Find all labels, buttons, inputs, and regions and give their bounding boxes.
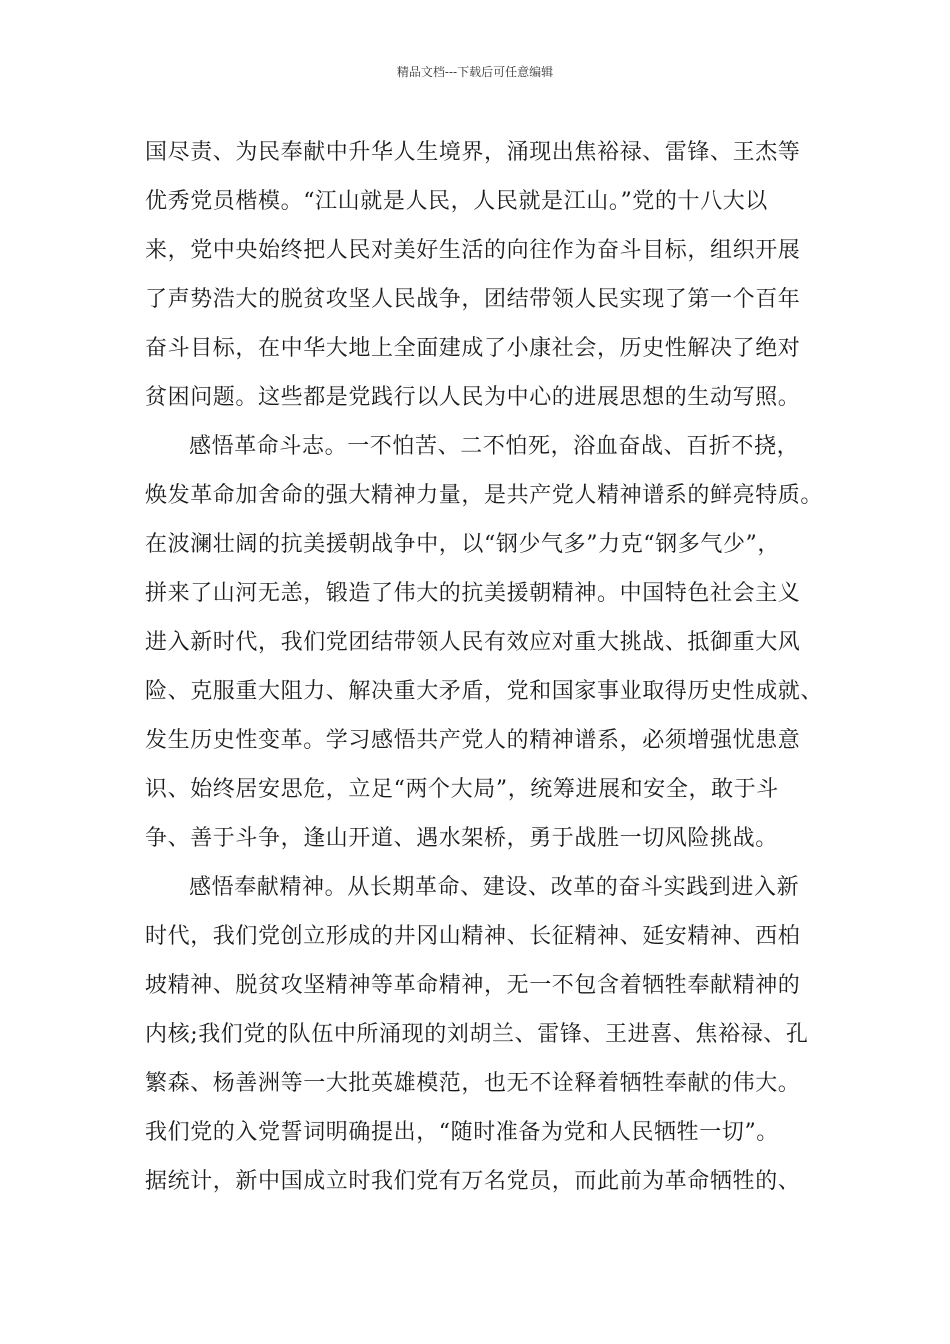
text-line: 发生历史性变革。学习感悟共产党人的精神谱系，必须增强忧患意 [145,728,801,753]
text-line: 坡精神、脱贫攻坚精神等革命精神，无一不包含着牺牲奉献精神的 [145,973,801,998]
text-line: 国尽责、为民奉献中升华人生境界，涌现出焦裕禄、雷锋、王杰等 [145,140,801,165]
text-line: 识、始终居安思危，立足“两个大局”，统筹进展和安全，敢于斗 [145,777,779,802]
text-line: 来，党中央始终把人民对美好生活的向往作为奋斗目标，组织开展 [145,238,801,263]
text-line: 险、克服重大阻力、解决重大矛盾，党和国家事业取得历史性成就、 [145,679,824,704]
text-line: 贫困问题。这些都是党践行以人民为中心的进展思想的生动写照。 [145,385,801,410]
text-line: 进入新时代，我们党团结带领人民有效应对重大挑战、抵御重大风 [145,630,801,655]
text-line: 据统计，新中国成立时我们党有万名党员，而此前为革命牺牲的、 [145,1169,801,1194]
text-line: 时代，我们党创立形成的井冈山精神、长征精神、延安精神、西柏 [145,924,801,949]
text-line: 内核;我们党的队伍中所涌现的刘胡兰、雷锋、王进喜、焦裕禄、孔 [145,1022,809,1047]
page-header: 精品文档---下载后可任意编辑 [396,65,554,79]
text-line: 繁森、杨善洲等一大批英雄模范，也无不诠释着牺牲奉献的伟大。 [145,1071,801,1096]
text-line: 在波澜壮阔的抗美援朝战争中，以“钢少气多”力克“钢多气少”， [145,532,780,557]
text-line: 焕发革命加舍命的强大精神力量，是共产党人精神谱系的鲜亮特质。 [145,483,824,508]
text-line: 优秀党员楷模。“江山就是人民，人民就是江山。”党的十八大以 [145,189,768,214]
text-line: 我们党的入党誓词明确提出，“随时准备为党和人民牺牲一切”。 [145,1120,779,1145]
text-line: 争、善于斗争，逢山开道、遇水架桥，勇于战胜一切风险挑战。 [145,826,778,851]
text-line: 了声势浩大的脱贫攻坚人民战争，团结带领人民实现了第一个百年 [145,287,801,312]
paragraph-first-line: 感悟奉献精神。从长期革命、建设、改革的奋斗实践到进入新 [189,875,800,900]
text-line: 拼来了山河无恙，锻造了伟大的抗美援朝精神。中国特色社会主义 [145,581,801,606]
text-line: 奋斗目标，在中华大地上全面建成了小康社会，历史性解决了绝对 [145,336,801,361]
paragraph-first-line: 感悟革命斗志。一不怕苦、二不怕死，浴血奋战、百折不挠， [189,434,800,459]
document-body [145,128,825,1206]
